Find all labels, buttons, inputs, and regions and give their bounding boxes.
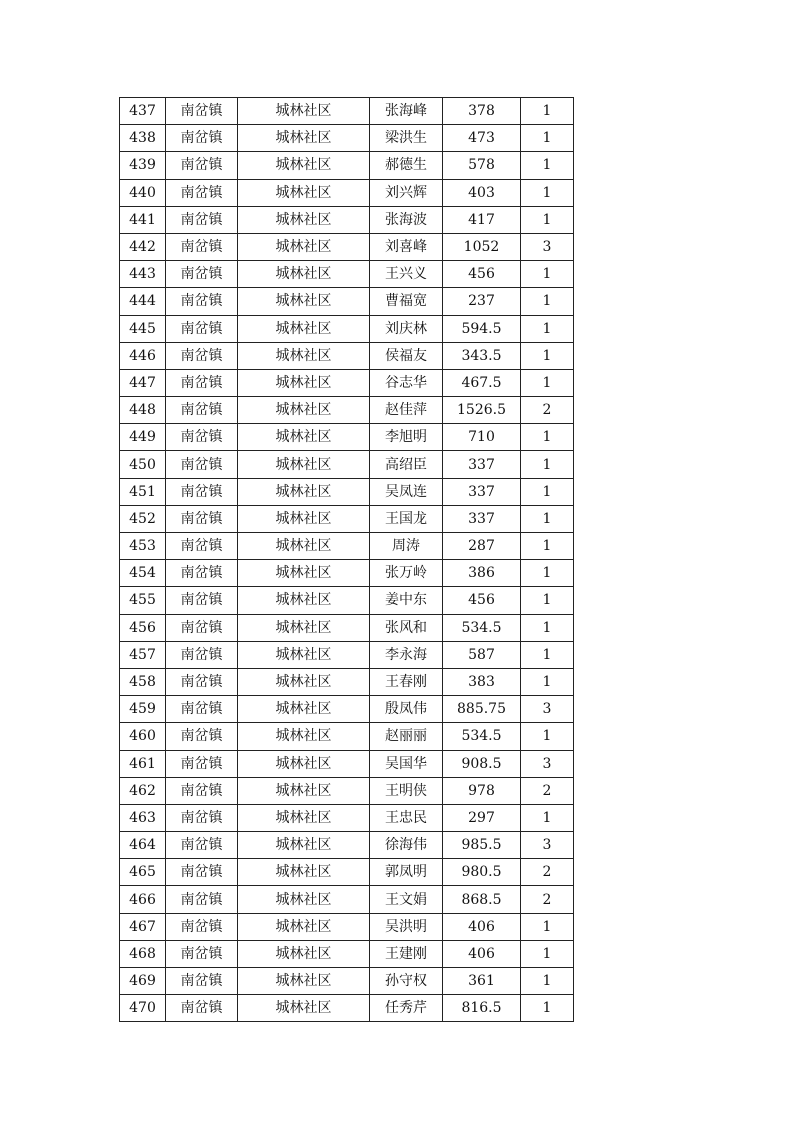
count-cell: 3 — [521, 233, 574, 260]
name-cell: 高绍臣 — [370, 451, 443, 478]
table-row — [120, 288, 574, 315]
count-cell: 2 — [521, 886, 574, 913]
count-cell: 2 — [521, 859, 574, 886]
table-row — [120, 804, 574, 831]
name-cell: 王春刚 — [370, 668, 443, 695]
community-cell: 城林社区 — [238, 98, 370, 125]
count-cell: 3 — [521, 696, 574, 723]
name-cell: 郭凤明 — [370, 859, 443, 886]
row-number-cell: 457 — [120, 641, 166, 668]
community-cell: 城林社区 — [238, 968, 370, 995]
town-cell: 南岔镇 — [166, 451, 238, 478]
community-cell: 城林社区 — [238, 505, 370, 532]
name-cell: 刘兴辉 — [370, 179, 443, 206]
town-cell: 南岔镇 — [166, 859, 238, 886]
amount-cell: 594.5 — [443, 315, 521, 342]
town-cell: 南岔镇 — [166, 179, 238, 206]
name-cell: 赵佳萍 — [370, 397, 443, 424]
amount-cell: 978 — [443, 777, 521, 804]
table-row — [120, 641, 574, 668]
community-cell: 城林社区 — [238, 152, 370, 179]
row-number-cell: 455 — [120, 587, 166, 614]
town-cell: 南岔镇 — [166, 424, 238, 451]
row-number-cell: 469 — [120, 968, 166, 995]
name-cell: 梁洪生 — [370, 125, 443, 152]
row-number-cell: 438 — [120, 125, 166, 152]
community-cell: 城林社区 — [238, 696, 370, 723]
town-cell: 南岔镇 — [166, 560, 238, 587]
town-cell: 南岔镇 — [166, 152, 238, 179]
amount-cell: 534.5 — [443, 614, 521, 641]
count-cell: 1 — [521, 424, 574, 451]
town-cell: 南岔镇 — [166, 614, 238, 641]
name-cell: 殷凤伟 — [370, 696, 443, 723]
count-cell: 2 — [521, 397, 574, 424]
community-cell: 城林社区 — [238, 723, 370, 750]
name-cell: 曹福宽 — [370, 288, 443, 315]
community-cell: 城林社区 — [238, 206, 370, 233]
count-cell: 1 — [521, 179, 574, 206]
community-cell: 城林社区 — [238, 315, 370, 342]
row-number-cell: 453 — [120, 533, 166, 560]
name-cell: 徐海伟 — [370, 832, 443, 859]
count-cell: 1 — [521, 913, 574, 940]
table-row — [120, 505, 574, 532]
name-cell: 姜中东 — [370, 587, 443, 614]
row-number-cell: 447 — [120, 369, 166, 396]
amount-cell: 816.5 — [443, 995, 521, 1022]
name-cell: 孙守权 — [370, 968, 443, 995]
count-cell: 1 — [521, 587, 574, 614]
amount-cell: 386 — [443, 560, 521, 587]
row-number-cell: 440 — [120, 179, 166, 206]
town-cell: 南岔镇 — [166, 478, 238, 505]
name-cell: 谷志华 — [370, 369, 443, 396]
amount-cell: 406 — [443, 940, 521, 967]
amount-cell: 1526.5 — [443, 397, 521, 424]
data-table — [119, 97, 574, 1022]
row-number-cell: 467 — [120, 913, 166, 940]
community-cell: 城林社区 — [238, 995, 370, 1022]
amount-cell: 337 — [443, 505, 521, 532]
table-row — [120, 750, 574, 777]
row-number-cell: 437 — [120, 98, 166, 125]
amount-cell: 868.5 — [443, 886, 521, 913]
town-cell: 南岔镇 — [166, 125, 238, 152]
row-number-cell: 465 — [120, 859, 166, 886]
table-row — [120, 369, 574, 396]
amount-cell: 908.5 — [443, 750, 521, 777]
table-row — [120, 832, 574, 859]
amount-cell: 985.5 — [443, 832, 521, 859]
table-row — [120, 315, 574, 342]
name-cell: 王兴义 — [370, 261, 443, 288]
amount-cell: 343.5 — [443, 342, 521, 369]
community-cell: 城林社区 — [238, 478, 370, 505]
name-cell: 周涛 — [370, 533, 443, 560]
town-cell: 南岔镇 — [166, 233, 238, 260]
amount-cell: 578 — [443, 152, 521, 179]
table-row — [120, 777, 574, 804]
table-row — [120, 397, 574, 424]
amount-cell: 980.5 — [443, 859, 521, 886]
count-cell: 1 — [521, 995, 574, 1022]
table-row — [120, 913, 574, 940]
table-row — [120, 614, 574, 641]
table-row — [120, 342, 574, 369]
row-number-cell: 452 — [120, 505, 166, 532]
row-number-cell: 448 — [120, 397, 166, 424]
table-row — [120, 206, 574, 233]
table-row — [120, 98, 574, 125]
table-row — [120, 587, 574, 614]
table-row — [120, 424, 574, 451]
count-cell: 1 — [521, 315, 574, 342]
town-cell: 南岔镇 — [166, 397, 238, 424]
row-number-cell: 464 — [120, 832, 166, 859]
table-row — [120, 560, 574, 587]
row-number-cell: 459 — [120, 696, 166, 723]
table-body — [120, 98, 574, 1022]
row-number-cell: 449 — [120, 424, 166, 451]
count-cell: 1 — [521, 804, 574, 831]
name-cell: 王文娟 — [370, 886, 443, 913]
table-row — [120, 886, 574, 913]
amount-cell: 337 — [443, 478, 521, 505]
amount-cell: 287 — [443, 533, 521, 560]
town-cell: 南岔镇 — [166, 886, 238, 913]
row-number-cell: 454 — [120, 560, 166, 587]
community-cell: 城林社区 — [238, 261, 370, 288]
count-cell: 1 — [521, 261, 574, 288]
name-cell: 王忠民 — [370, 804, 443, 831]
town-cell: 南岔镇 — [166, 288, 238, 315]
table-row — [120, 995, 574, 1022]
community-cell: 城林社区 — [238, 940, 370, 967]
amount-cell: 361 — [443, 968, 521, 995]
community-cell: 城林社区 — [238, 233, 370, 260]
count-cell: 1 — [521, 668, 574, 695]
row-number-cell: 466 — [120, 886, 166, 913]
amount-cell: 1052 — [443, 233, 521, 260]
table-row — [120, 968, 574, 995]
count-cell: 3 — [521, 832, 574, 859]
amount-cell: 456 — [443, 587, 521, 614]
community-cell: 城林社区 — [238, 533, 370, 560]
town-cell: 南岔镇 — [166, 315, 238, 342]
row-number-cell: 444 — [120, 288, 166, 315]
community-cell: 城林社区 — [238, 750, 370, 777]
table-row — [120, 668, 574, 695]
community-cell: 城林社区 — [238, 560, 370, 587]
table-row — [120, 261, 574, 288]
table-row — [120, 940, 574, 967]
community-cell: 城林社区 — [238, 777, 370, 804]
count-cell: 1 — [521, 98, 574, 125]
amount-cell: 587 — [443, 641, 521, 668]
town-cell: 南岔镇 — [166, 723, 238, 750]
row-number-cell: 445 — [120, 315, 166, 342]
town-cell: 南岔镇 — [166, 777, 238, 804]
row-number-cell: 463 — [120, 804, 166, 831]
community-cell: 城林社区 — [238, 668, 370, 695]
amount-cell: 237 — [443, 288, 521, 315]
row-number-cell: 456 — [120, 614, 166, 641]
name-cell: 张万岭 — [370, 560, 443, 587]
community-cell: 城林社区 — [238, 451, 370, 478]
count-cell: 1 — [521, 533, 574, 560]
community-cell: 城林社区 — [238, 886, 370, 913]
town-cell: 南岔镇 — [166, 750, 238, 777]
name-cell: 赵丽丽 — [370, 723, 443, 750]
town-cell: 南岔镇 — [166, 206, 238, 233]
amount-cell: 378 — [443, 98, 521, 125]
count-cell: 1 — [521, 152, 574, 179]
count-cell: 1 — [521, 940, 574, 967]
name-cell: 刘庆林 — [370, 315, 443, 342]
count-cell: 1 — [521, 478, 574, 505]
town-cell: 南岔镇 — [166, 968, 238, 995]
amount-cell: 456 — [443, 261, 521, 288]
count-cell: 1 — [521, 288, 574, 315]
town-cell: 南岔镇 — [166, 696, 238, 723]
table-row — [120, 125, 574, 152]
community-cell: 城林社区 — [238, 859, 370, 886]
amount-cell: 406 — [443, 913, 521, 940]
count-cell: 1 — [521, 369, 574, 396]
name-cell: 王建刚 — [370, 940, 443, 967]
name-cell: 吴凤连 — [370, 478, 443, 505]
amount-cell: 473 — [443, 125, 521, 152]
name-cell: 刘喜峰 — [370, 233, 443, 260]
town-cell: 南岔镇 — [166, 804, 238, 831]
amount-cell: 885.75 — [443, 696, 521, 723]
town-cell: 南岔镇 — [166, 342, 238, 369]
count-cell: 3 — [521, 750, 574, 777]
row-number-cell: 461 — [120, 750, 166, 777]
amount-cell: 297 — [443, 804, 521, 831]
table-row — [120, 451, 574, 478]
count-cell: 1 — [521, 614, 574, 641]
amount-cell: 467.5 — [443, 369, 521, 396]
town-cell: 南岔镇 — [166, 995, 238, 1022]
amount-cell: 337 — [443, 451, 521, 478]
name-cell: 任秀芹 — [370, 995, 443, 1022]
name-cell: 张风和 — [370, 614, 443, 641]
town-cell: 南岔镇 — [166, 940, 238, 967]
name-cell: 李永海 — [370, 641, 443, 668]
name-cell: 张海波 — [370, 206, 443, 233]
count-cell: 1 — [521, 968, 574, 995]
town-cell: 南岔镇 — [166, 913, 238, 940]
amount-cell: 417 — [443, 206, 521, 233]
row-number-cell: 442 — [120, 233, 166, 260]
community-cell: 城林社区 — [238, 125, 370, 152]
name-cell: 张海峰 — [370, 98, 443, 125]
count-cell: 2 — [521, 777, 574, 804]
row-number-cell: 450 — [120, 451, 166, 478]
name-cell: 郝德生 — [370, 152, 443, 179]
table-row — [120, 859, 574, 886]
table-row — [120, 696, 574, 723]
count-cell: 1 — [521, 505, 574, 532]
town-cell: 南岔镇 — [166, 98, 238, 125]
community-cell: 城林社区 — [238, 397, 370, 424]
community-cell: 城林社区 — [238, 641, 370, 668]
table-row — [120, 233, 574, 260]
community-cell: 城林社区 — [238, 369, 370, 396]
row-number-cell: 451 — [120, 478, 166, 505]
town-cell: 南岔镇 — [166, 668, 238, 695]
table-row — [120, 533, 574, 560]
row-number-cell: 443 — [120, 261, 166, 288]
community-cell: 城林社区 — [238, 288, 370, 315]
town-cell: 南岔镇 — [166, 832, 238, 859]
count-cell: 1 — [521, 560, 574, 587]
table-row — [120, 478, 574, 505]
row-number-cell: 446 — [120, 342, 166, 369]
amount-cell: 534.5 — [443, 723, 521, 750]
community-cell: 城林社区 — [238, 913, 370, 940]
town-cell: 南岔镇 — [166, 641, 238, 668]
table-row — [120, 152, 574, 179]
community-cell: 城林社区 — [238, 832, 370, 859]
amount-cell: 383 — [443, 668, 521, 695]
count-cell: 1 — [521, 342, 574, 369]
row-number-cell: 439 — [120, 152, 166, 179]
table-row — [120, 179, 574, 206]
community-cell: 城林社区 — [238, 424, 370, 451]
name-cell: 李旭明 — [370, 424, 443, 451]
count-cell: 1 — [521, 451, 574, 478]
name-cell: 侯福友 — [370, 342, 443, 369]
community-cell: 城林社区 — [238, 587, 370, 614]
amount-cell: 710 — [443, 424, 521, 451]
row-number-cell: 441 — [120, 206, 166, 233]
row-number-cell: 458 — [120, 668, 166, 695]
count-cell: 1 — [521, 206, 574, 233]
community-cell: 城林社区 — [238, 614, 370, 641]
table-row — [120, 723, 574, 750]
community-cell: 城林社区 — [238, 342, 370, 369]
name-cell: 吴洪明 — [370, 913, 443, 940]
town-cell: 南岔镇 — [166, 369, 238, 396]
name-cell: 吴国华 — [370, 750, 443, 777]
count-cell: 1 — [521, 723, 574, 750]
amount-cell: 403 — [443, 179, 521, 206]
row-number-cell: 460 — [120, 723, 166, 750]
count-cell: 1 — [521, 125, 574, 152]
town-cell: 南岔镇 — [166, 505, 238, 532]
row-number-cell: 462 — [120, 777, 166, 804]
count-cell: 1 — [521, 641, 574, 668]
town-cell: 南岔镇 — [166, 587, 238, 614]
community-cell: 城林社区 — [238, 179, 370, 206]
community-cell: 城林社区 — [238, 804, 370, 831]
town-cell: 南岔镇 — [166, 261, 238, 288]
name-cell: 王明侠 — [370, 777, 443, 804]
row-number-cell: 470 — [120, 995, 166, 1022]
row-number-cell: 468 — [120, 940, 166, 967]
town-cell: 南岔镇 — [166, 533, 238, 560]
name-cell: 王国龙 — [370, 505, 443, 532]
